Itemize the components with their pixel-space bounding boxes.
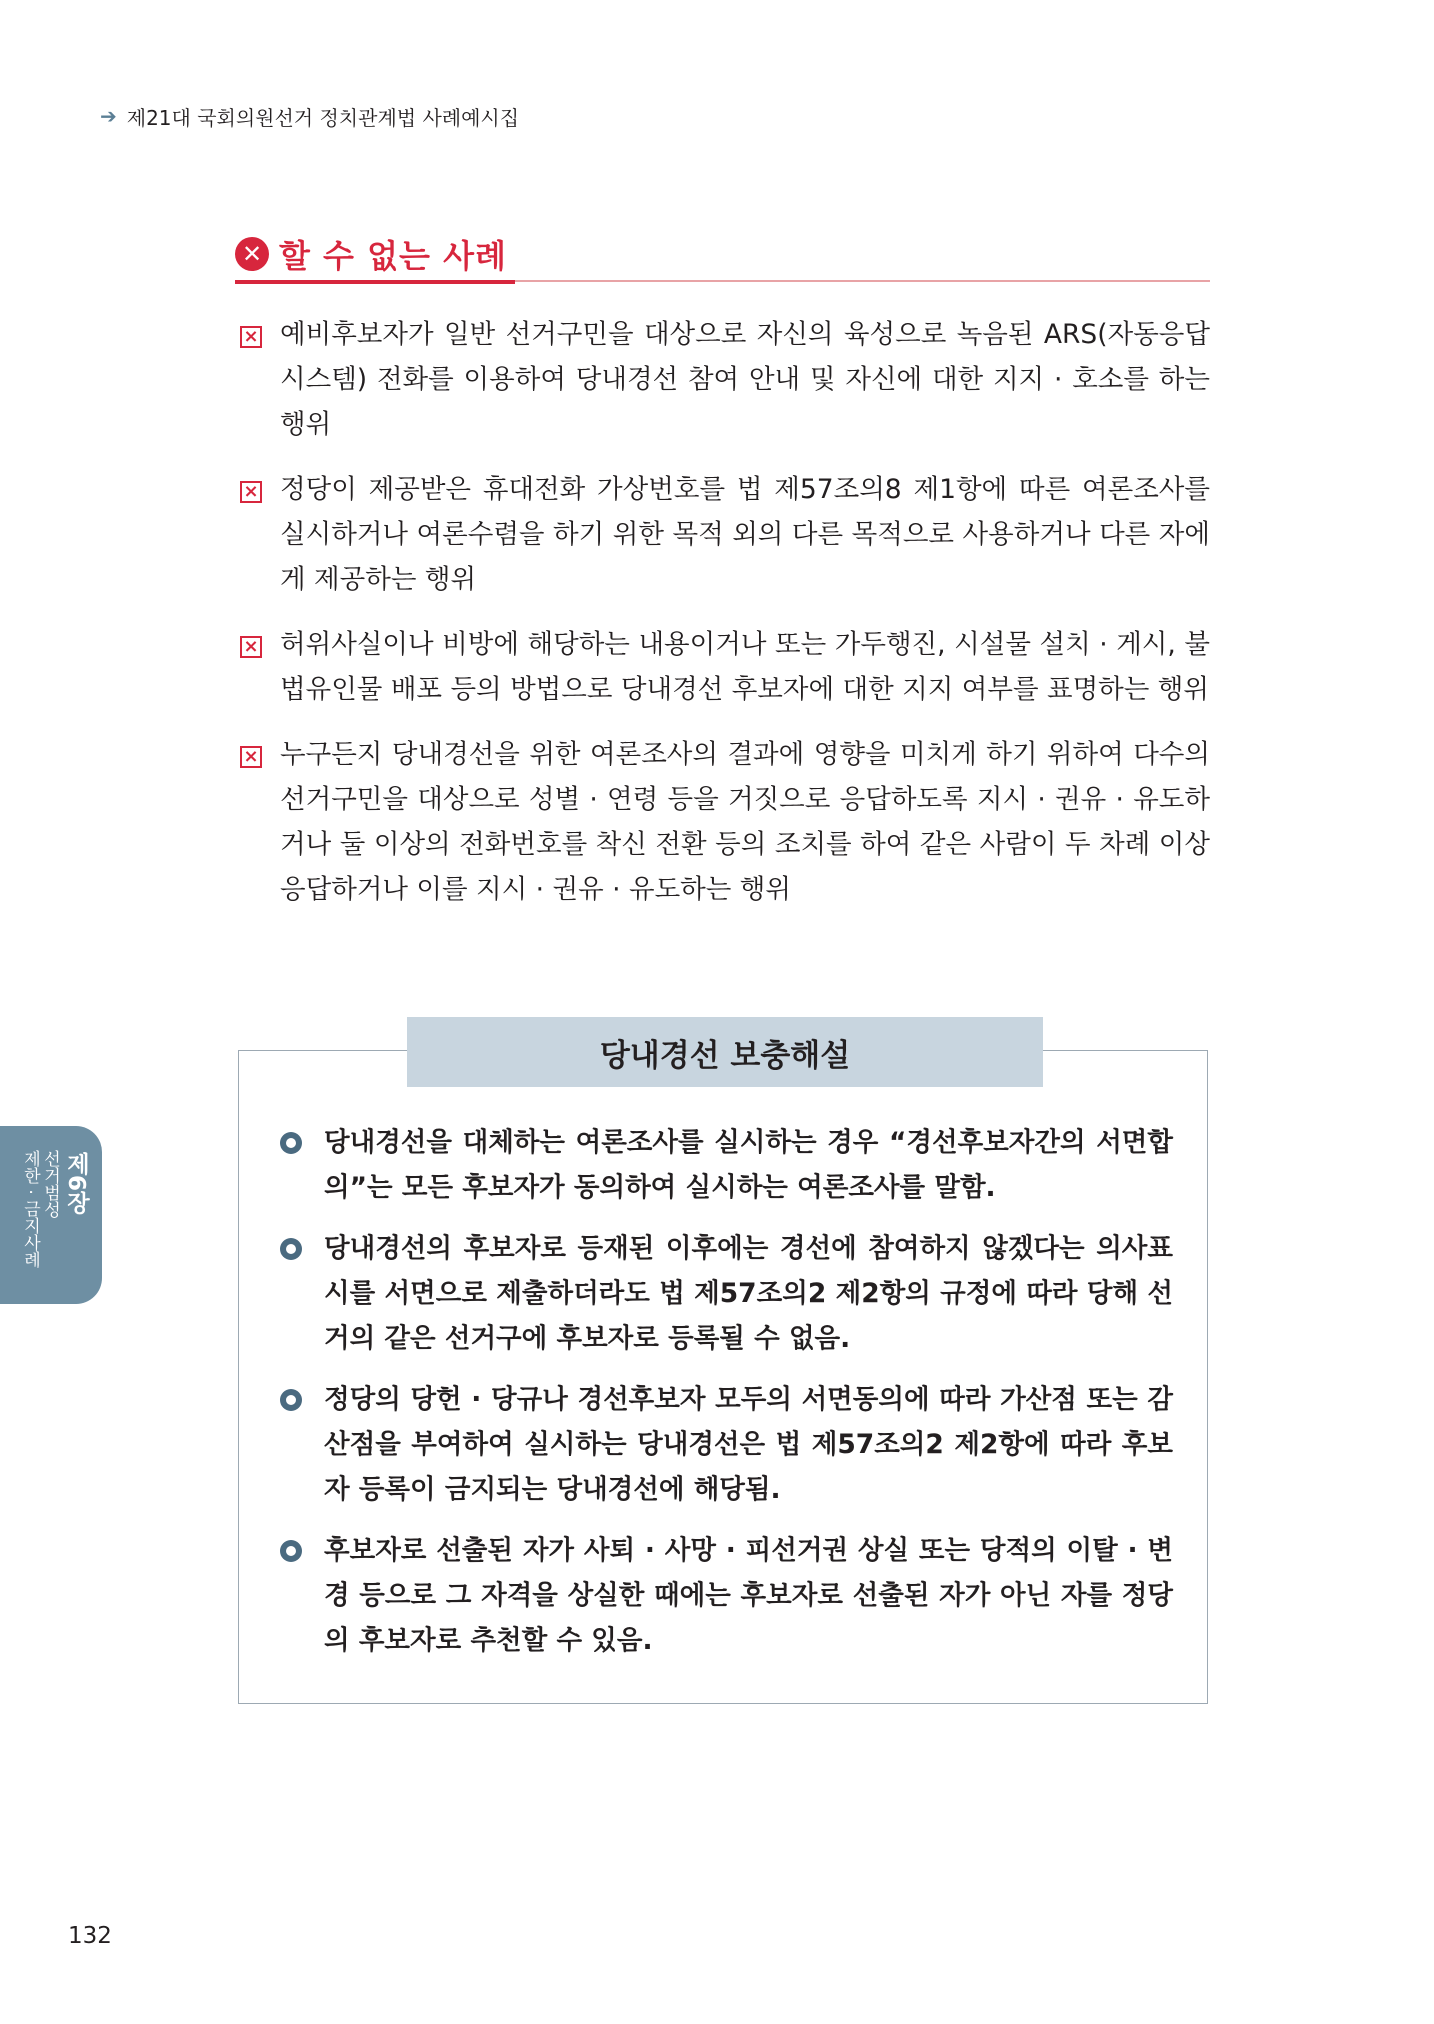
list-item-text: 정당의 당헌 · 당규나 경선후보자 모두의 서면동의에 따라 가산점 또는 감산점을 부여하여 실시하는 당내경선은 법 제57조의2 제2항에 따라 후보자 등록이 금지되는 당내경선에 해당됨. (324, 1384, 1173, 1505)
list-item-text: 누구든지 당내경선을 위한 여론조사의 결과에 영향을 미치게 하기 위하여 다수의 선거구민을 대상으로 성별 · 연령 등을 거짓으로 응답하도록 지시 · 권유 · 유도하거나 둘 이상의 전화번호를 착신 전환 등의 조치를 하여 같은 사람이 두 차례 이상 응답하거나 이를 지시 · 권유 · 유도하는 행위 (280, 739, 1210, 905)
list-item (240, 622, 1210, 712)
header-title: 제21대 국회의원선거 정치관계법 사례예시집 (126, 105, 520, 130)
supplement-list (280, 1120, 1173, 1679)
chapter-side-tab (0, 1126, 102, 1304)
list-item-text: 후보자로 선출된 자가 사퇴 · 사망 · 피선거권 상실 또는 당적의 이탈 · 변경 등으로 그 자격을 상실한 때에는 후보자로 선출된 자가 아닌 자를 정당의 후보자로 추천할 수 있음. (324, 1535, 1173, 1656)
chapter-subtitle-line2: 제한 · 금지사례 (20, 1150, 40, 1269)
list-item (280, 1120, 1173, 1210)
list-item-text: 당내경선의 후보자로 등재된 이후에는 경선에 참여하지 않겠다는 의사표시를 서면으로 제출하더라도 법 제57조의2 제2항의 규정에 따라 당해 선거의 같은 선거구에 후보자로 등록될 수 없음. (324, 1233, 1173, 1354)
circle-bullet-icon (280, 1540, 302, 1562)
x-box-icon: × (240, 326, 262, 348)
list-item (280, 1226, 1173, 1361)
list-item (240, 312, 1210, 447)
list-item-text: 허위사실이나 비방에 해당하는 내용이거나 또는 가두행진, 시설물 설치 · 게시, 불법유인물 배포 등의 방법으로 당내경선 후보자에 대한 지지 여부를 표명하는 행위 (280, 629, 1210, 705)
x-box-icon: × (240, 746, 262, 768)
chapter-subtitle-line1: 선거범성 (40, 1150, 60, 1218)
list-item (280, 1528, 1173, 1663)
x-box-icon: × (240, 636, 262, 658)
running-header (100, 100, 519, 132)
section-title: 할 수 없는 사례 (279, 237, 507, 275)
prohibited-list (240, 312, 1210, 932)
page-number: 132 (68, 1923, 112, 1949)
circle-bullet-icon (280, 1132, 302, 1154)
x-circle-icon: ✕ (235, 237, 269, 271)
list-item (240, 467, 1210, 602)
arrow-right-icon: ➔ (100, 104, 117, 128)
circle-bullet-icon (280, 1238, 302, 1260)
chapter-label: 제6장 (63, 1152, 89, 1215)
list-item-text: 정당이 제공받은 휴대전화 가상번호를 법 제57조의8 제1항에 따른 여론조사를 실시하거나 여론수렴을 하기 위한 목적 외의 다른 목적으로 사용하거나 다른 자에게 제공하는 행위 (280, 474, 1210, 595)
section-heading (235, 228, 1210, 282)
circle-bullet-icon (280, 1389, 302, 1411)
list-item-text: 당내경선을 대체하는 여론조사를 실시하는 경우 “경선후보자간의 서면합의”는 모든 후보자가 동의하여 실시하는 여론조사를 말함. (324, 1127, 1173, 1203)
list-item (240, 732, 1210, 912)
list-item-text: 예비후보자가 일반 선거구민을 대상으로 자신의 육성으로 녹음된 ARS(자동응답시스템) 전화를 이용하여 당내경선 참여 안내 및 자신에 대한 지지 · 호소를 하는 행위 (280, 319, 1210, 440)
x-box-icon: × (240, 481, 262, 503)
list-item (280, 1377, 1173, 1512)
supplement-title: 당내경선 보충해설 (407, 1017, 1043, 1087)
